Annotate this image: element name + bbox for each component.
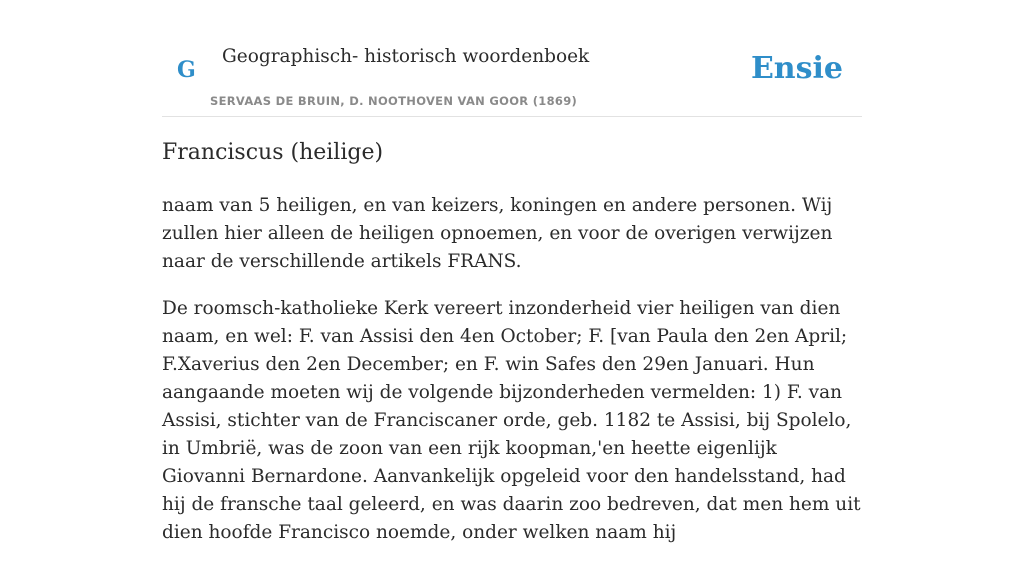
site-header <box>162 0 862 117</box>
book-author: SERVAAS DE BRUIN, D. NOOTHOVEN VAN GOOR (1869) <box>210 94 578 108</box>
book-title-link[interactable]: Geographisch- historisch woordenboek <box>222 46 590 67</box>
ensie-logo[interactable]: Ensie <box>750 51 843 86</box>
entry-paragraph: De roomsch-katholieke Kerk vereert inzonderheid vier heiligen van dien naam, en wel: F. van Assisi den 4en October; F. [van Paula den 2en April; F.Xaverius den 2en December; en F. win Safes den 29en Januari. Hun aangaande moeten wij de volgende bijzonderheden vermelden: 1) F. van Assisi, stichter van de Franciscaner orde, geb. 1182 te Assisi, bij Spolelo, in Umbrië, was de zoon van een rijk koopman,'en heette eigenlijk Giovanni Bernardone. Aanvankelijk opgeleid voor den handelsstand, had hij de fransche taal geleerd, en was daarin zoo bedreven, dat men hem uit dien hoofde Francisco noemde, onder welken naam hij <box>162 298 861 543</box>
entry-paragraph: naam van 5 heiligen, en van keizers, koningen en andere personen. Wij zullen hier alleen de heiligen opnoemen, en voor de overigen verwijzen naar de verschillende artikels FRANS. <box>162 195 833 272</box>
page-title: Franciscus (heilige) <box>162 140 384 165</box>
book-logo-icon[interactable]: G <box>177 57 196 83</box>
entry-content <box>162 192 862 566</box>
